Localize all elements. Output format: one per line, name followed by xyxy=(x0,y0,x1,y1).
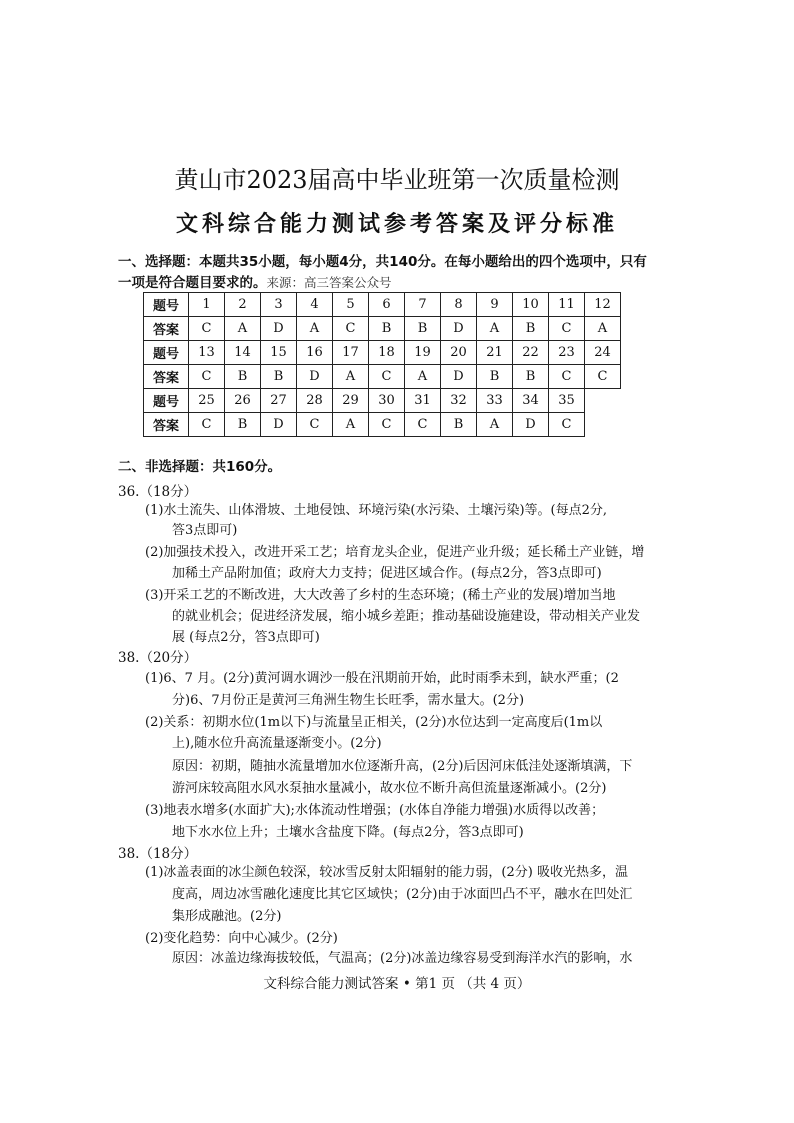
q38b-line: (2)变化趋势：向中心减少。(2分) xyxy=(145,931,338,946)
section1-heading-line2 xyxy=(118,272,678,294)
question-number: 1 xyxy=(189,293,225,317)
q38b-line: 集形成融池。(2分) xyxy=(172,909,282,924)
table-row xyxy=(144,293,621,317)
page-subtitle: 文科综合能力测试参考答案及评分标准 xyxy=(175,212,618,237)
question-number: 35 xyxy=(549,389,585,413)
answer-cell: B xyxy=(441,413,477,437)
answer-cell: D xyxy=(261,413,297,437)
section2-heading: 二、非选择题：共160分。 xyxy=(118,459,282,475)
q38a-line: 原因：初期，随抽水流量增加水位逐渐升高，(2分)后因河床低洼处逐渐填满，下 xyxy=(172,759,633,774)
question-number: 11 xyxy=(549,293,585,317)
question-number: 8 xyxy=(441,293,477,317)
question-number: 2 xyxy=(225,293,261,317)
question-number: 26 xyxy=(225,389,261,413)
answer-cell: D xyxy=(441,317,477,341)
answer-cell: C xyxy=(369,365,405,389)
q38b-line: 度高，周边冰雪融化速度比其它区域快；(2分)由于冰面凹凸不平，融水在凹处汇 xyxy=(172,887,633,902)
q36-line: 答3点即可) xyxy=(172,523,238,538)
question-number: 30 xyxy=(369,389,405,413)
answer-cell: A xyxy=(405,365,441,389)
question-number: 7 xyxy=(405,293,441,317)
answer-cell: D xyxy=(297,365,333,389)
answer-cell: B xyxy=(225,413,261,437)
answer-cell: A xyxy=(333,413,369,437)
table-row xyxy=(144,341,621,365)
answer-label: 答案 xyxy=(144,413,189,437)
question-number-label: 题号 xyxy=(144,389,189,413)
answer-cell: C xyxy=(189,317,225,341)
answer-cell: B xyxy=(261,365,297,389)
question-number: 19 xyxy=(405,341,441,365)
table-row xyxy=(144,317,621,341)
answer-cell: C xyxy=(297,413,333,437)
answer-cell: B xyxy=(369,317,405,341)
answer-cell: C xyxy=(189,365,225,389)
question-number: 14 xyxy=(225,341,261,365)
question-number: 15 xyxy=(261,341,297,365)
source-note: 来源：高三答案公众号 xyxy=(266,275,392,290)
answer-cell: A xyxy=(477,413,513,437)
empty-cell xyxy=(585,413,621,437)
answer-cell: C xyxy=(189,413,225,437)
question-number: 10 xyxy=(513,293,549,317)
answer-cell: D xyxy=(513,413,549,437)
question-number: 18 xyxy=(369,341,405,365)
question-number: 17 xyxy=(333,341,369,365)
q38b-line: (1)冰盖表面的冰尘颜色较深，较冰雪反射太阳辐射的能力弱，(2分) 吸收光热多，温 xyxy=(145,865,628,880)
answer-table xyxy=(143,292,621,437)
q38b-line: 原因：冰盖边缘海拔较低，气温高；(2分)冰盖边缘容易受到海洋水汽的影响，水 xyxy=(172,951,633,966)
answer-label: 答案 xyxy=(144,365,189,389)
q38a-line: 地下水水位上升；土壤水含盐度下降。(每点2分，答3点即可) xyxy=(172,825,524,840)
question-number: 25 xyxy=(189,389,225,413)
table-row xyxy=(144,389,621,413)
answer-cell: C xyxy=(333,317,369,341)
answer-cell: C xyxy=(585,365,621,389)
page-footer: 文科综合能力测试答案 • 第1 页 （共 4 页） xyxy=(263,976,531,992)
answer-label: 答案 xyxy=(144,317,189,341)
answer-cell: C xyxy=(549,317,585,341)
question-number: 29 xyxy=(333,389,369,413)
q38a-line: (2)关系：初期水位(1m以下)与流量呈正相关，(2分)水位达到一定高度后(1m以 xyxy=(145,715,603,730)
question-number: 32 xyxy=(441,389,477,413)
question-number: 13 xyxy=(189,341,225,365)
answer-cell: D xyxy=(441,365,477,389)
question-38a-label: 38.（20分） xyxy=(118,650,198,666)
question-number: 34 xyxy=(513,389,549,413)
answer-cell: A xyxy=(297,317,333,341)
answer-cell: C xyxy=(549,365,585,389)
answer-cell: A xyxy=(225,317,261,341)
question-number: 31 xyxy=(405,389,441,413)
answer-cell: B xyxy=(513,317,549,341)
question-number: 12 xyxy=(585,293,621,317)
answer-cell: C xyxy=(405,413,441,437)
table-row xyxy=(144,413,621,437)
question-number: 6 xyxy=(369,293,405,317)
answer-cell: B xyxy=(477,365,513,389)
question-number: 4 xyxy=(297,293,333,317)
answer-cell: A xyxy=(477,317,513,341)
q38a-line: 上),随水位升高流量逐渐变小。(2分) xyxy=(172,736,382,751)
q38a-line: 分)6、7月份正是黄河三角洲生物生长旺季，需水量大。(2分) xyxy=(172,693,525,708)
page-title: 黄山市2023届高中毕业班第一次质量检测 xyxy=(174,166,620,194)
q36-line: 的就业机会；促进经济发展，缩小城乡差距；推动基础设施建设，带动相关产业发 xyxy=(172,609,641,624)
answer-cell: B xyxy=(405,317,441,341)
empty-cell xyxy=(585,389,621,413)
question-number: 3 xyxy=(261,293,297,317)
question-38b-label: 38.（18分） xyxy=(118,846,198,862)
q38a-line: (1)6、7 月。(2分)黄河调水调沙一般在汛期前开始，此时雨季未到，缺水严重；(2 xyxy=(145,671,619,686)
answer-cell: B xyxy=(513,365,549,389)
answer-cell: A xyxy=(333,365,369,389)
table-row xyxy=(144,365,621,389)
question-number-label: 题号 xyxy=(144,341,189,365)
section1-heading-line1: 一、选择题：本题共35小题，每小题4分，共140分。在每小题给出的四个选项中，只有 xyxy=(118,254,647,270)
answer-cell: C xyxy=(549,413,585,437)
question-number: 22 xyxy=(513,341,549,365)
question-number: 24 xyxy=(585,341,621,365)
question-number: 16 xyxy=(297,341,333,365)
answer-cell: B xyxy=(225,365,261,389)
q36-line: 展 (每点2分，答3点即可) xyxy=(172,630,320,645)
q36-line: (2)加强技术投入，改进开采工艺；培育龙头企业，促进产业升级；延长稀土产业链，增 xyxy=(145,545,645,560)
question-number: 27 xyxy=(261,389,297,413)
section1-heading-text: 一项是符合题目要求的。 xyxy=(118,275,267,291)
q38a-line: (3)地表水增多(水面扩大);水体流动性增强；(水体自净能力增强)水质得以改善； xyxy=(145,803,605,818)
question-number: 28 xyxy=(297,389,333,413)
question-number: 23 xyxy=(549,341,585,365)
q36-line: (3)开采工艺的不断改进，大大改善了乡村的生态环境；(稀土产业的发展)增加当地 xyxy=(145,588,616,603)
question-number: 20 xyxy=(441,341,477,365)
question-number: 21 xyxy=(477,341,513,365)
answer-cell: D xyxy=(261,317,297,341)
q36-line: (1)水土流失、山体滑坡、土地侵蚀、环境污染(水污染、土壤污染)等。(每点2分, xyxy=(145,503,608,518)
question-number: 9 xyxy=(477,293,513,317)
question-number: 5 xyxy=(333,293,369,317)
answer-cell: A xyxy=(585,317,621,341)
answer-cell: C xyxy=(369,413,405,437)
question-number-label: 题号 xyxy=(144,293,189,317)
question-number: 33 xyxy=(477,389,513,413)
q36-line: 加稀土产品附加值；政府大力支持；促进区域合作。(每点2分，答3点即可) xyxy=(172,566,602,581)
question-36-label: 36.（18分） xyxy=(118,484,198,500)
q38a-line: 游河床较高阻水风水泵抽水量减小，故水位不断升高但流量逐渐减小。(2分) xyxy=(172,781,607,796)
